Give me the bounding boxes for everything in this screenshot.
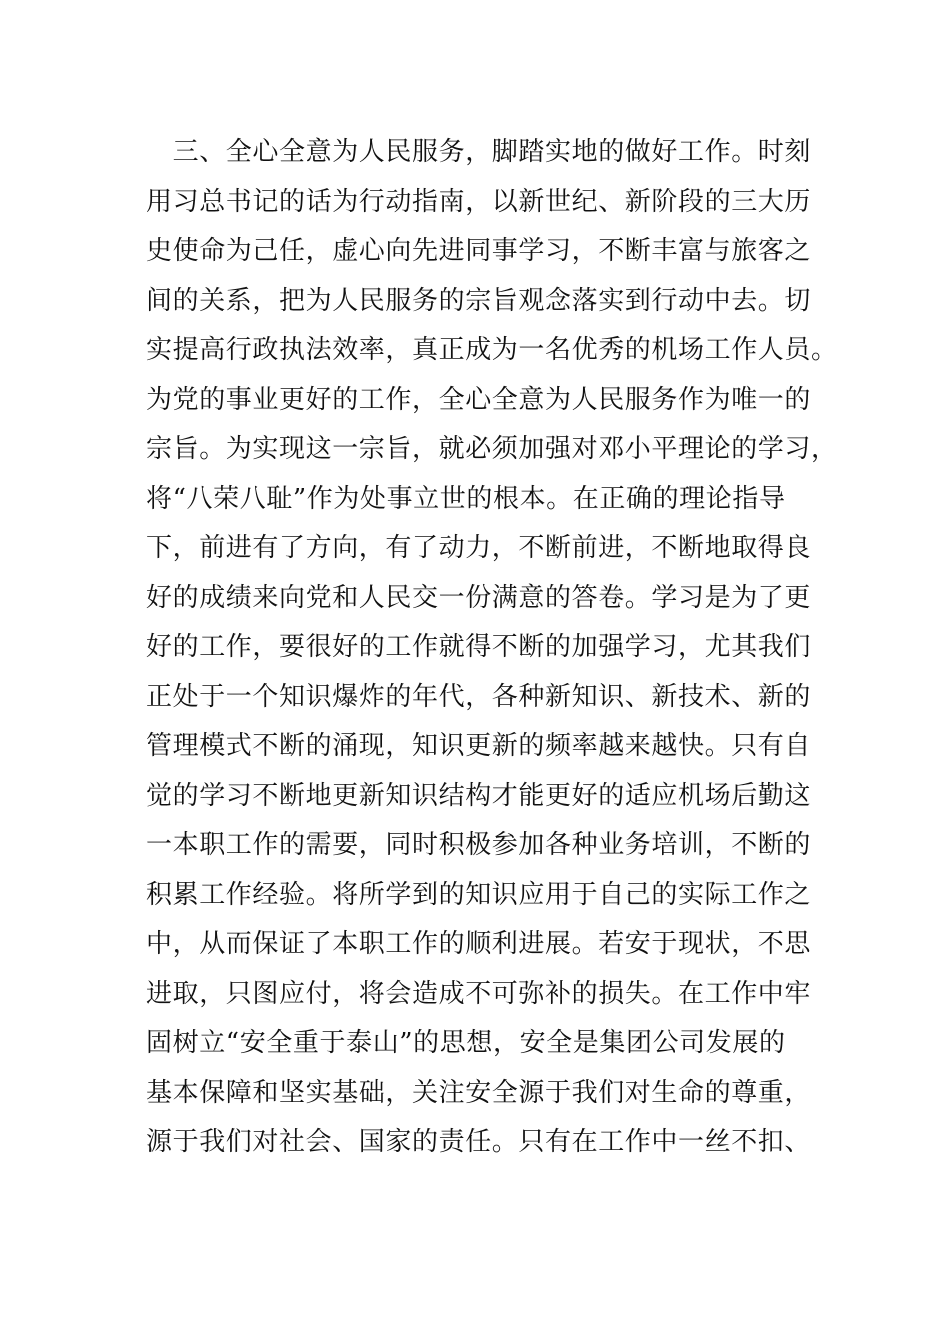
text-line-5: 实提高行政执法效率，真正成为一名优秀的机场工作人员。 (146, 335, 838, 365)
text-line-16: 积累工作经验。将所学到的知识应用于自己的实际工作之 (146, 879, 812, 910)
text-line-3: 史使命为己任，虚心向先进同事学习，不断丰富与旅客之 (146, 236, 812, 266)
text-line-19: 固树立“安全重于泰山”的思想，安全是集团公司发展的 (146, 1028, 786, 1058)
text-line-13: 管理模式不断的涌现，知识更新的频率越来越快。只有自 (146, 731, 812, 761)
text-line-4: 间的关系，把为人民服务的宗旨观念落实到行动中去。切 (146, 285, 812, 316)
body-paragraph (146, 128, 838, 1168)
text-line-10: 好的成绩来向党和人民交一份满意的答卷。学习是为了更 (146, 582, 812, 613)
text-line-8: 将“八荣八耻”作为处事立世的根本。在正确的理论指导 (146, 483, 786, 514)
text-line-15: 一本职工作的需要，同时积极参加各种业务培训，不断的 (146, 830, 812, 860)
text-line-14: 觉的学习不断地更新知识结构才能更好的适应机场后勤这 (146, 780, 812, 811)
text-line-18: 进取，只图应付，将会造成不可弥补的损失。在工作中牢 (146, 978, 812, 1009)
text-line-12: 正处于一个知识爆炸的年代，各种新知识、新技术、新的 (146, 681, 812, 712)
text-line-17: 中，从而保证了本职工作的顺利进展。若安于现状，不思 (146, 929, 812, 959)
text-line-20: 基本保障和坚实基础，关注安全源于我们对生命的尊重， (146, 1077, 812, 1108)
text-line-11: 好的工作，要很好的工作就得不断的加强学习，尤其我们 (146, 632, 812, 662)
text-line-2: 用习总书记的话为行动指南，以新世纪、新阶段的三大历 (146, 186, 812, 217)
text-line-6: 为党的事业更好的工作，全心全意为人民服务作为唯一的 (146, 384, 812, 415)
text-line-9: 下，前进有了方向，有了动力，不断前进，不断地取得良 (146, 533, 812, 563)
text-line-1: 三、全心全意为人民服务，脚踏实地的做好工作。时刻 (146, 137, 812, 167)
text-line-7: 宗旨。为实现这一宗旨，就必须加强对邓小平理论的学习， (146, 434, 838, 464)
text-line-21: 源于我们对社会、国家的责任。只有在工作中一丝不扣、 (146, 1127, 812, 1157)
